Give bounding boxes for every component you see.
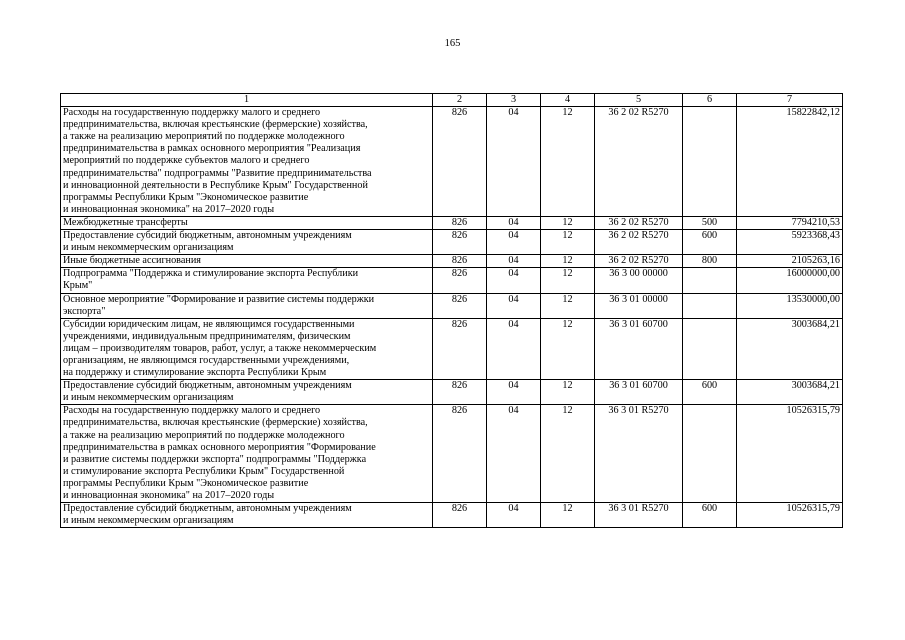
amount-cell: 10526315,79	[737, 405, 843, 503]
row-name-cell: Субсидии юридическим лицам, не являющимся государственными учреждениями, индивидуальным предпринимателям, физическим лицам – производителям товаров, работ, услуг, а также некоммерческим организациям, не являющимся государственными учреждениями, на поддержку и стимулирование экспорта Республики Крым	[61, 318, 433, 379]
code-target-cell: 36 3 01 60700	[595, 380, 683, 405]
amount-cell: 2105263,16	[737, 255, 843, 268]
code-target-cell: 36 3 01 60700	[595, 318, 683, 379]
code-target-cell: 36 3 01 00000	[595, 293, 683, 318]
row-name-cell: Основное мероприятие "Формирование и развитие системы поддержки экспорта"	[61, 293, 433, 318]
code-expense-type-cell	[683, 268, 737, 293]
code-section-cell: 04	[487, 268, 541, 293]
code-admin-cell: 826	[433, 216, 487, 229]
column-header: 4	[541, 94, 595, 107]
code-section-cell: 04	[487, 216, 541, 229]
table-row	[61, 318, 843, 379]
code-subsection-cell: 12	[541, 405, 595, 503]
code-admin-cell: 826	[433, 380, 487, 405]
code-expense-type-cell	[683, 318, 737, 379]
code-expense-type-cell: 600	[683, 503, 737, 528]
code-target-cell: 36 3 01 R5270	[595, 405, 683, 503]
code-target-cell: 36 3 01 R5270	[595, 503, 683, 528]
code-section-cell: 04	[487, 293, 541, 318]
table-row	[61, 268, 843, 293]
code-expense-type-cell	[683, 405, 737, 503]
column-header: 3	[487, 94, 541, 107]
table-row	[61, 503, 843, 528]
code-subsection-cell: 12	[541, 230, 595, 255]
code-subsection-cell: 12	[541, 318, 595, 379]
table-row	[61, 405, 843, 503]
column-header: 2	[433, 94, 487, 107]
code-subsection-cell: 12	[541, 503, 595, 528]
row-name-cell: Подпрограмма "Поддержка и стимулирование экспорта Республики Крым"	[61, 268, 433, 293]
header-row	[61, 94, 843, 107]
row-name-cell: Иные бюджетные ассигнования	[61, 255, 433, 268]
code-subsection-cell: 12	[541, 255, 595, 268]
code-section-cell: 04	[487, 318, 541, 379]
code-expense-type-cell: 800	[683, 255, 737, 268]
code-subsection-cell: 12	[541, 380, 595, 405]
table-row	[61, 230, 843, 255]
amount-cell: 15822842,12	[737, 107, 843, 217]
code-section-cell: 04	[487, 230, 541, 255]
row-name-cell: Расходы на государственную поддержку малого и среднего предпринимательства, включая крестьянские (фермерские) хозяйства, а также на реализацию мероприятий по поддержке молодежного предпринимательства в рамках основного мероприятия "Реализация мероприятий по поддержке субъектов малого и среднего предпринимательства" подпрограммы "Развитие предпринимательства и инновационной деятельности в Республике Крым" Государственной программы Республики Крым "Экономическое развитие и инновационная экономика" на 2017–2020 годы	[61, 107, 433, 217]
code-target-cell: 36 2 02 R5270	[595, 107, 683, 217]
column-header: 7	[737, 94, 843, 107]
amount-cell: 16000000,00	[737, 268, 843, 293]
amount-cell: 7794210,53	[737, 216, 843, 229]
amount-cell: 5923368,43	[737, 230, 843, 255]
code-admin-cell: 826	[433, 405, 487, 503]
code-subsection-cell: 12	[541, 268, 595, 293]
table-row	[61, 216, 843, 229]
amount-cell: 3003684,21	[737, 380, 843, 405]
code-section-cell: 04	[487, 405, 541, 503]
row-name-cell: Межбюджетные трансферты	[61, 216, 433, 229]
page-number: 165	[444, 38, 461, 49]
column-header: 6	[683, 94, 737, 107]
code-target-cell: 36 2 02 R5270	[595, 230, 683, 255]
row-name-cell: Предоставление субсидий бюджетным, автономным учреждениям и иным некоммерческим организациям	[61, 230, 433, 255]
code-section-cell: 04	[487, 255, 541, 268]
table-row	[61, 380, 843, 405]
row-name-cell: Предоставление субсидий бюджетным, автономным учреждениям и иным некоммерческим организациям	[61, 503, 433, 528]
code-expense-type-cell: 600	[683, 230, 737, 255]
code-expense-type-cell	[683, 293, 737, 318]
table-row	[61, 107, 843, 217]
code-section-cell: 04	[487, 380, 541, 405]
code-section-cell: 04	[487, 107, 541, 217]
code-admin-cell: 826	[433, 107, 487, 217]
column-header: 1	[61, 94, 433, 107]
amount-cell: 10526315,79	[737, 503, 843, 528]
budget-table	[60, 93, 843, 528]
table-row	[61, 293, 843, 318]
code-expense-type-cell: 500	[683, 216, 737, 229]
code-target-cell: 36 2 02 R5270	[595, 255, 683, 268]
code-admin-cell: 826	[433, 230, 487, 255]
code-admin-cell: 826	[433, 255, 487, 268]
column-header: 5	[595, 94, 683, 107]
code-target-cell: 36 3 00 00000	[595, 268, 683, 293]
code-expense-type-cell	[683, 107, 737, 217]
row-name-cell: Расходы на государственную поддержку малого и среднего предпринимательства, включая крестьянские (фермерские) хозяйства, а также на реализацию мероприятий по поддержке молодежного предпринимательства в рамках основного мероприятия "Формирование и развитие системы поддержки экспорта" подпрограммы "Поддержка и стимулирование экспорта Республики Крым" Государственной программы Республики Крым "Экономическое развитие и инновационная экономика" на 2017–2020 годы	[61, 405, 433, 503]
code-expense-type-cell: 600	[683, 380, 737, 405]
code-target-cell: 36 2 02 R5270	[595, 216, 683, 229]
table-row	[61, 255, 843, 268]
code-subsection-cell: 12	[541, 216, 595, 229]
code-admin-cell: 826	[433, 293, 487, 318]
row-name-cell: Предоставление субсидий бюджетным, автономным учреждениям и иным некоммерческим организациям	[61, 380, 433, 405]
amount-cell: 13530000,00	[737, 293, 843, 318]
code-admin-cell: 826	[433, 268, 487, 293]
code-admin-cell: 826	[433, 503, 487, 528]
code-subsection-cell: 12	[541, 107, 595, 217]
code-admin-cell: 826	[433, 318, 487, 379]
code-subsection-cell: 12	[541, 293, 595, 318]
code-section-cell: 04	[487, 503, 541, 528]
amount-cell: 3003684,21	[737, 318, 843, 379]
